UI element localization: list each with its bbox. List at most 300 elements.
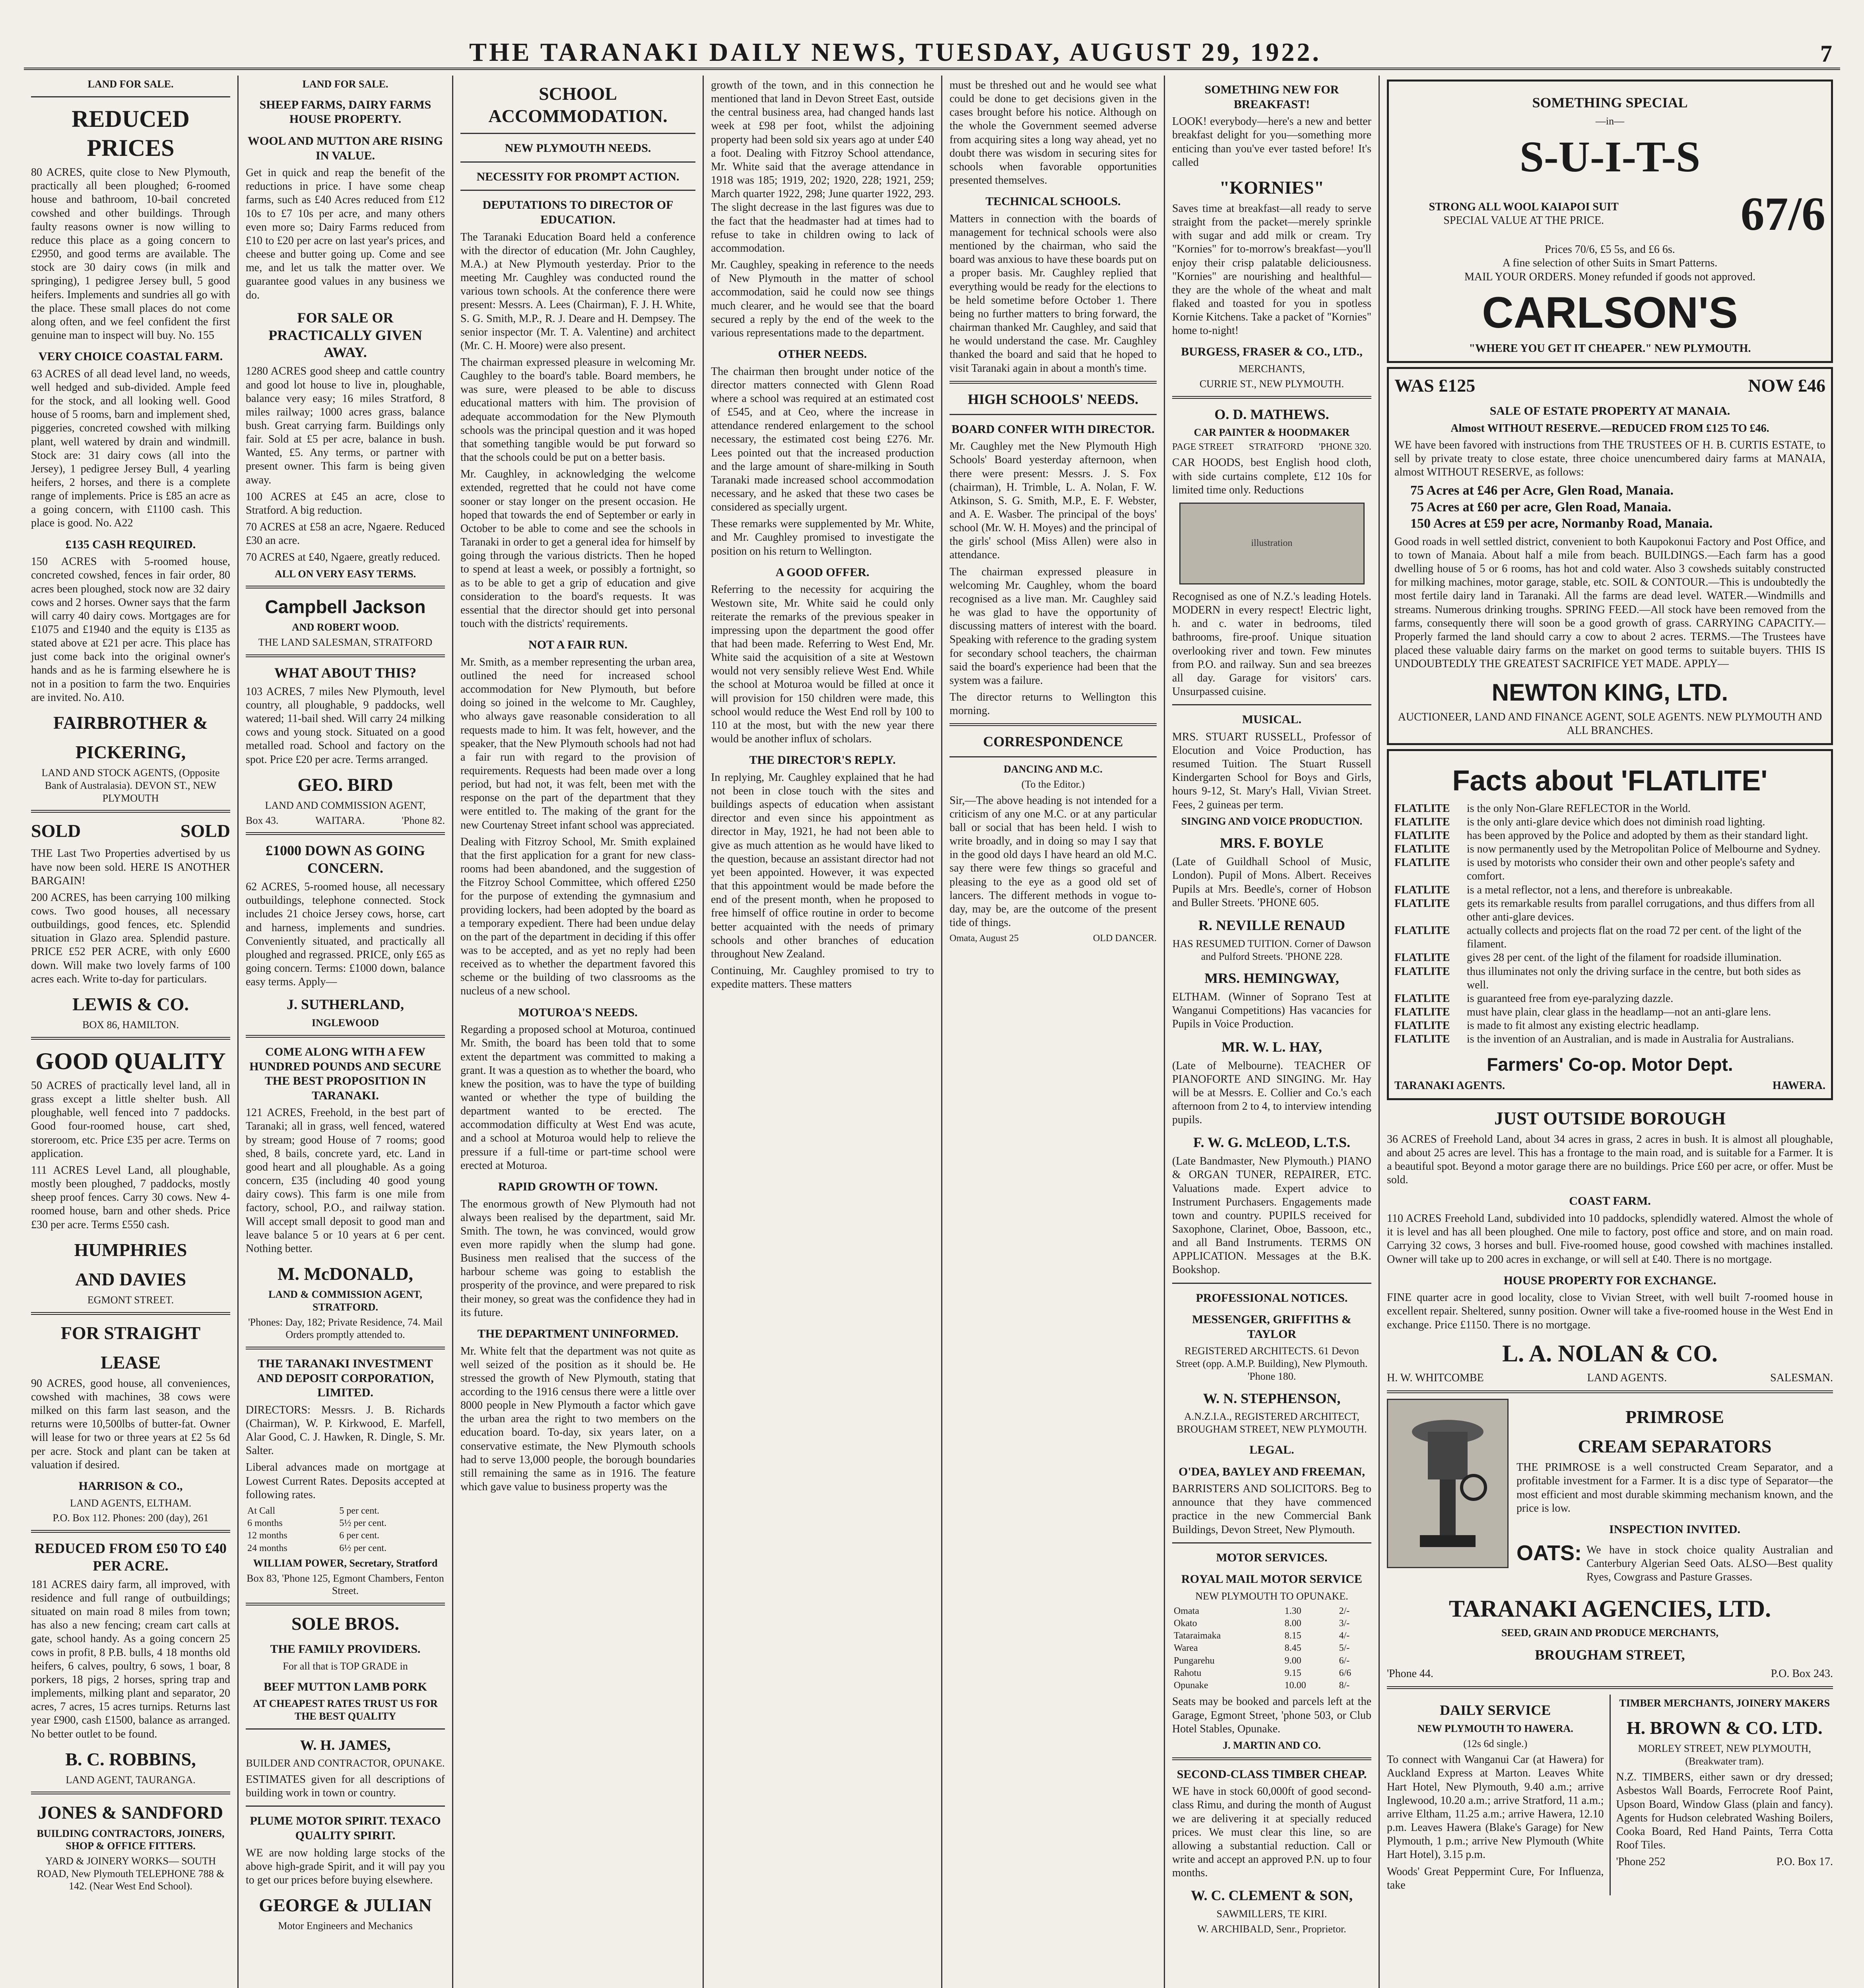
illustration-placeholder: illustration [1251, 538, 1293, 549]
ad-text: FINE quarter acre in good locality, close to Vivian Street, with well built 7-roomed house in excellent repair. Sheltered, sunny position. Owner will take a five-roomed house in the West End in exchange. Price £1150. There is no mortgage. [1387, 1291, 1833, 1331]
ad-text: Woods' Great Peppermint Cure, For Influenza, take [1387, 1865, 1604, 1891]
agent-label: TARANAKI AGENTS. [1394, 1079, 1505, 1092]
agent-contact [246, 814, 445, 827]
divider [1387, 1686, 1833, 1689]
ad-heading: HOUSE PROPERTY FOR EXCHANGE. [1503, 1274, 1716, 1287]
ad-text: 100 ACRES at £45 an acre, close to Stratford. A big reduction. [246, 490, 445, 516]
business-phone: 'PHONE 320. [1318, 442, 1371, 452]
flatlite-fact-text: must have plain, clear glass in the headlamp—not an anti-glare lens. [1467, 1006, 1771, 1018]
business-tagline: "WHERE YOU GET IT CHEAPER." NEW PLYMOUTH. [1469, 342, 1751, 355]
article-subheading: MOTUROA'S NEEDS. [518, 1006, 638, 1019]
deposit-rates-table [246, 1505, 445, 1555]
flatlite-fact-text: gives 28 per cent. of the light of the filament for roadside illumination. [1467, 951, 1782, 964]
stop-time: 8.15 [1284, 1631, 1301, 1641]
table-row [246, 1530, 445, 1542]
divider [31, 810, 230, 813]
flatlite-fact-text: actually collects and projects flat on the road 72 per cent. of the light of the filament. [1467, 924, 1802, 951]
rate-period: 12 months [247, 1530, 287, 1541]
flatlite-fact-text: is now permanently used by the Metropolitan Police of Melbourne and Sydney. [1467, 843, 1821, 856]
agent-address: LAND AND STOCK AGENTS, (Opposite Bank of Australasia). DEVON ST., NEW PLYMOUTH [41, 767, 220, 804]
stop-fare: 6/6 [1339, 1668, 1351, 1678]
product-type: CREAM SEPARATORS [1578, 1436, 1772, 1457]
company-name: BURGESS, FRASER & CO., LTD., [1181, 345, 1363, 359]
article-paragraph: Referring to the necessity for acquiring the Westown site, Mr. White said he could only reiterate the remarks of the previous speaker in impressing upon the department the good offer that had been made. Referring to West End, Mr. White said the acquisition of a site at Westown would not very sensibly relieve West End. While the school at Moturoa would be filled at once it will provision for 150 children were made, this school would reduce the West End roll by 100 to 110 at the most, but with the new year there would be another influx of scholars. [711, 583, 934, 746]
divider [460, 133, 695, 134]
stop-fare: 4/- [1339, 1631, 1350, 1641]
article-paragraph: The Taranaki Education Board held a conference with the director of education (Mr. John Caughley, M.A.) at New Plymouth yesterday. Prior to the meeting Mr. Caughley was conducted round the various town schools. At the conference there were present: Messrs. A. Lees (Chairman), F. J. H. White, S. G. Smith, M.P., R. J. Deare and H. Dempsey. The senior inspector (Mr. T. A. Valentine) and architect (Mr. C. H. Moore) were also present. [460, 231, 695, 352]
ad-text: 200 ACRES, has been carrying 100 milking cows. Two good houses, all necessary outbuildings, good fences, etc. Splendid situation in Glazo area. Splendid pasture. PRICE £52 PER ACRE, with only £600 down. Will make two lovely farms of 100 acres each. Write to-day for particulars. [31, 891, 230, 985]
timetable [1172, 1605, 1371, 1692]
article-paragraph: These remarks were supplemented by Mr. White, and Mr. Caughley promised to investigate the position on his return to Wellington. [711, 518, 934, 557]
business-tagline: THE FAMILY PROVIDERS. [270, 1642, 421, 1656]
table-row [1172, 1630, 1371, 1642]
masthead-title: THE TARANAKI DAILY NEWS, TUESDAY, AUGUST 29, 1922. [469, 38, 1322, 67]
flatlite-fact [1394, 815, 1825, 829]
stop-name: Rahotu [1174, 1668, 1202, 1678]
article-subheading: BOARD CONFER WITH DIRECTOR. [951, 422, 1155, 436]
agent-contact: P.O. Box 112. Phones: 200 (day), 261 [52, 1512, 209, 1524]
article-paragraph: Matters in connection with the boards of management for technical schools were also mentioned by the chairman, who said the board was anxious to have these boards put on a proper basis. Mr. Caughley replied that everything would be ready for the elections to be held sometime before October 1. There being no further matters to bring forward, the chairman thanked Mr. Caughley, and said that he would understand the case. Mr. Caughley thanked the board and said that he hoped to visit Taranaki again in about a month's time. [949, 212, 1157, 375]
table-row [1172, 1679, 1371, 1692]
divider [31, 1792, 230, 1794]
divider [1387, 1390, 1833, 1393]
flatlite-fact [1394, 856, 1825, 883]
flatlite-word: FLATLITE [1394, 802, 1450, 815]
agent-name: FAIRBROTHER & [53, 712, 208, 733]
business-name: W. C. CLEMENT & SON, [1190, 1887, 1353, 1904]
bottom-ads [1387, 1695, 1833, 1895]
service-name: ROYAL MAIL MOTOR SERVICE [1181, 1573, 1362, 1586]
column-7 [1380, 76, 1840, 1988]
section-heading: MOTOR SERVICES. [1216, 1551, 1328, 1564]
ad-heading: REDUCED FROM £50 TO £40 PER ACRE. [35, 1540, 227, 1574]
masthead [24, 16, 1840, 70]
notice-text: (Late Bandmaster, New Plymouth.) PIANO & ORGAN TUNER, REPAIRER, ETC. Valuations made. Expert advice to Instrument Purchasers. Engagements made town and country. PUPILS received for Saxophone, Clarinet, Oboe, Bassoon, etc., and all Band Instruments. TERMS ON APPLICATION. Messages at the B.K. Bookshop. [1172, 1155, 1371, 1276]
stop-time: 1.30 [1284, 1606, 1301, 1616]
stop-name: Opunake [1174, 1680, 1208, 1691]
company-address: Box 83, 'Phone 125, Egmont Chambers, Fenton Street. [247, 1572, 444, 1597]
flatlite-word: FLATLITE [1394, 992, 1450, 1005]
ad-text: 90 ACRES, good house, all conveniences, cowshed with machines, 38 cows were milked on this farm last season, and the returns were 10,500lbs of butter-fat. Owner will lease for two or three years at £2 5s 6d per acre. Stock and plant can be taken at valuation if desired. [31, 1377, 230, 1471]
business-name: JONES & SANDFORD [38, 1802, 223, 1823]
stop-name: Warea [1174, 1643, 1198, 1654]
ad-text: 62 ACRES, 5-roomed house, all necessary outbuildings, telephone connected. Stock includes 21 choice Jersey cows, horse, cart and harness, implements and sundries. Conveniently situated, and practically all ploughed and regrassed. PRICE, only £65 as going concern. Terms: £1000 down, balance easy terms. Apply— [246, 881, 445, 988]
ad-heading: SOMETHING SPECIAL [1532, 95, 1688, 111]
ad-text: 63 ACRES of all dead level land, no weeds, well hedged and sub-divided. Ample feed for the stock, and all looking well. Good house of 5 rooms, barn and implement shed, piggeries, concreted cowshed with milking plant, well watered by drain and windmill. Stock are: 31 dairy cows (all into the Jersey), 1 pedigree Jersey Bull, 4 yearling heifers, 2 horses, and there is a complete range of implements. Price is £85 an acre as a going concern, with £1100 cash. This place is good. No. A22 [31, 367, 230, 530]
divider [1172, 1542, 1371, 1543]
ad-heading: SALE OF ESTATE PROPERTY AT MANAIA. [1489, 404, 1730, 418]
flatlite-word: FLATLITE [1394, 1006, 1450, 1018]
divider [1172, 1757, 1371, 1760]
stop-fare: 2/- [1339, 1606, 1350, 1616]
flatlite-word: FLATLITE [1394, 843, 1450, 856]
oats-text: We have in stock choice quality Australian and Canterbury Algerian Seed Oats. ALSO—Best quality Ryes, Cowgrass and Pasture Grasses. [1586, 1543, 1833, 1583]
business-text: ESTIMATES given for all descriptions of building work in town or country. [246, 1773, 445, 1800]
price-row [1394, 185, 1825, 243]
letter-title: DANCING AND M.C. [1004, 763, 1103, 775]
agent-address: LAND & COMMISSION AGENT, STRATFORD. [268, 1289, 422, 1313]
primrose-text [1516, 1399, 1833, 1587]
column-2 [239, 76, 453, 1988]
ad-text: 36 ACRES of Freehold Land, about 34 acres in grass, 2 acres in bush. It is almost all ploughable, and about 25 acres are level. This has a frontage to the main road, and is suitable for a Farmer. It is a beautiful spot. Beyond a motor garage there are no buildings. Price £60 per acre, or offer. Must be sold. [1387, 1133, 1833, 1186]
notice-name: O'DEA, BAYLEY AND FREEMAN, [1179, 1465, 1365, 1478]
flatlite-word: FLATLITE [1394, 815, 1450, 828]
company-description: MERCHANTS, [1239, 363, 1305, 375]
ad-text: A fine selection of other Suits in Smart Patterns. [1502, 257, 1718, 270]
column-4 [704, 76, 942, 1988]
business-name: O. D. MATHEWS. [1214, 406, 1329, 422]
ad-connector: —in— [1595, 115, 1625, 127]
ad-text: Recognised as one of N.Z.'s leading Hotels. MODERN in every respect! Electric light, h. and c. water in bedrooms, tiled bathrooms, fire-proof. Unique situation overlooking river and town. Few minutes from P.O. and railway. Sun and sea breezes all day. Garage for visitors' cars. Unsurpassed cuisine. [1172, 590, 1371, 698]
ad-heading: FOR SALE OR PRACTICALLY GIVEN AWAY. [268, 309, 422, 361]
ad-text: 70 ACRES at £58 an acre, Ngaere. Reduced £30 an acre. [246, 521, 445, 547]
divider [31, 1530, 230, 1533]
divider [1172, 704, 1371, 705]
flatlite-fact [1394, 843, 1825, 856]
flatlite-fact [1394, 829, 1825, 843]
flatlite-fact-text: is used by motorists who consider their own and other people's safety and comfort. [1467, 856, 1795, 883]
letter-signoff [949, 933, 1157, 944]
divider [460, 161, 695, 163]
article-subheading: THE DIRECTOR'S REPLY. [749, 753, 896, 767]
business-street: PAGE STREET [1172, 442, 1234, 452]
table-row [1172, 1642, 1371, 1654]
agent-name: AND DAVIES [75, 1269, 186, 1289]
divider [949, 414, 1157, 415]
letter-text: Sir,—The above heading is not intended for a criticism of any one M.C. or at any particular ball or social that has been held. I wish to write broadly, and in doing so may I say that in the good old days I have heard an old M.C. say there were few things so graceful and pleasing to the eye as a good old set of lancers. The different methods in vogue to-day, may be, are the outcome of the present tide of things. [949, 794, 1157, 929]
column-6 [1165, 76, 1380, 1988]
business-name: GEORGE & JULIAN [259, 1895, 432, 1916]
stop-fare: 5/- [1339, 1643, 1350, 1654]
article-paragraph: Mr. Caughley, in acknowledging the welcome extended, regretted that he could not have come sooner or stay longer on the present occasion. He hoped that towards the end of September or early in October to be able to come and see the schools in Taranaki in order to get a general idea for himself by going through the various districts. Then he hoped to spend at least a week, or possibly a fortnight, so as to be able to get a grip of education and give consideration to the board's requests. It was essential that the director should get into personal touch with the districts' requirements. [460, 468, 695, 630]
flatlite-word: FLATLITE [1394, 1033, 1450, 1046]
business-name: H. BROWN & CO. LTD. [1626, 1717, 1823, 1738]
divider [246, 654, 445, 657]
rate-value: 6 per cent. [339, 1530, 380, 1541]
ad-subheading: Almost WITHOUT RESERVE.—REDUCED FROM £125 TO £46. [1450, 422, 1769, 435]
ad-text: THE Last Two Properties advertised by us have now been sold. HERE IS ANOTHER BARGAIN! [31, 847, 230, 887]
business-contact [1616, 1855, 1833, 1869]
stop-fare: 6/- [1339, 1655, 1350, 1666]
article-subheading: OTHER NEEDS. [778, 347, 867, 361]
ad-text: 111 ACRES Level Land, all ploughable, mostly been ploughed, 7 paddocks, mostly sheep proof fences. Carry 30 cows. New 4-roomed house, barn and other sheds. Price £30 per acre. Terms £550 cash. [31, 1164, 230, 1231]
ad-heading: Facts about 'FLATLITE' [1452, 765, 1768, 797]
flatlite-word: FLATLITE [1394, 897, 1450, 910]
ad-text: 50 ACRES of practically level land, all in grass except a little shelter bush. All ploughable, well fenced into 7 paddocks. Good four-roomed house, cart shed, storeroom, etc. Price £35 per acre. Terms on application. [31, 1079, 230, 1160]
ad-text: Good roads in well settled district, convenient to both Kaupokonui Factory and Post Office, and to town of Manaia. About half a mile from beach. BUILDINGS.—Each farm has a good dwelling house of 5 or 6 rooms, has hot and cold water. Also 3 cowsheds suitably constructed for milking machines, motor garage, stable, etc. SOIL & CONTOUR.—This is undoubtedly the most fertile dairy land in Taranaki. All the farms are dead level. WATER.—Windmills and streams. Numerous drinking troughs. SPRING FEED.—All stock have been removed from the farms, consequently there will soon be a good growth of grass. CARRYING CAPACITY.— Properly farmed the land should carry a cow to about 2 acres. TERMS.—The Trustees have placed these valuable dairy farms on the market on good terms to suitable buyers. THIS IS UNDOUBTEDLY THE GREATEST SACRIFICE YET MADE. APPLY— [1394, 535, 1825, 670]
new-price: NOW £46 [1748, 375, 1825, 396]
divider [246, 586, 445, 588]
ad-text: 80 ACRES, quite close to New Plymouth, practically all been ploughed; 6-roomed house and bathroom, 10-bail concreted cowshed and other buildings. Through faulty reasons owner is now willing to reduce this place as a going concern to £2950, and good terms are available. The stock are 30 dairy cows (in milk and springing), 1 pedigree Jersey bull, 5 good heifers. Implements and sundries all go with the place. These small places do not come along often, and we feel confident the first genuine man to inspect will buy. No. 155 [31, 166, 230, 342]
notice-text: BARRISTERS AND SOLICITORS. Beg to announce that they have commenced practice in the new Commercial Bank Buildings, Devon Street, New Plymouth. [1172, 1483, 1371, 1536]
stop-name: Okato [1174, 1618, 1197, 1629]
table-row [1172, 1617, 1371, 1630]
business-box: P.O. Box 243. [1771, 1667, 1833, 1680]
divider [460, 190, 695, 191]
business-text: For all that is TOP GRADE in [283, 1660, 408, 1672]
business-phone: 'Phone 44. [1387, 1667, 1434, 1680]
rate-period: 24 months [247, 1543, 287, 1553]
farm-listing: 75 Acres at £60 per acre, Glen Road, Manaia. [1410, 499, 1672, 514]
agent-name: GEO. BIRD [297, 774, 393, 795]
business-town: STRATFORD [1248, 442, 1304, 452]
divider [31, 1037, 230, 1040]
price-figure: 67/6 [1740, 187, 1825, 240]
flatlite-fact [1394, 883, 1825, 897]
flatlite-word: FLATLITE [1394, 965, 1450, 978]
divider [31, 1312, 230, 1315]
notice-heading: SINGING AND VOICE PRODUCTION. [1181, 815, 1363, 827]
agent-name: L. A. NOLAN & CO. [1502, 1340, 1718, 1367]
stop-name: Tataraimaka [1174, 1631, 1221, 1641]
divider [246, 1035, 445, 1038]
agent-town: WAITARA. [315, 814, 365, 826]
ad-text: 103 ACRES, 7 miles New Plymouth, level country, all ploughable, 9 paddocks, well watered; 11-bail shed. Will carry 24 milking cows and young stock. Situated on a good metalled road. School and factory on the spot. Price £20 per acre. Terms arranged. [246, 685, 445, 766]
ad-text: MAIL YOUR ORDERS. Money refunded if goods not approved. [1464, 270, 1756, 283]
article-paragraph: must be threshed out and he would see what could be done to get decisions given in the cases brought before his notice. Although on the whole the Government seemed adverse from acquiring sites a long way ahead, yet no doubt there was wisdom in securing sites for schools when favorable opportunities presented themselves. [949, 79, 1157, 187]
ad-text: Saves time at breakfast—all ready to serve straight from the packet—merely sprinkle with sugar and add milk or cream. Try "Kornies" for to-morrow's breakfast—you'll enjoy their crisp palatable deliciousness. "Kornies" are nourishing and healthful—they are the whole of the wheat and malt flaked and toasted for you in spotless Kornie Kitchens. Take a packet of "Kornies" home to-night! [1172, 202, 1371, 337]
agent-box: Box 43. [246, 814, 279, 826]
agent-name: J. SUTHERLAND, [286, 996, 404, 1013]
table-row [1172, 1655, 1371, 1667]
flatlite-word: FLATLITE [1394, 883, 1450, 896]
article-paragraph: Mr. Smith, as a member representing the urban area, outlined the need for increased school accommodation for New Plymouth, but before doing so joined in the welcome to Mr. Caughley, who always gave reasonable consideration to all requests made to him. It was felt, however, and the speaker, that the New Plymouth schools had not had a fair run with regard to the provision of requirements. Requests had been made over a long period, but had not, it was felt, been met with the response on the part of the department that they were entitled to. The making of the grant for the new Courtenay Street infant school was appreciated. [460, 656, 695, 831]
divider [1172, 396, 1371, 399]
article-paragraph: The chairman expressed pleasure in welcoming Mr. Caughley, whom the board recognised as a live man. Mr. Caughley said he was glad to have the opportunity of discussing matters of interest with the board. Speaking with reference to the grading system for secondary school teachers, the chairman said the board's experience had been that the system was a failure. [949, 565, 1157, 687]
agent-title: SALESMAN. [1770, 1371, 1833, 1384]
notice-text: MRS. STUART RUSSELL, Professor of Elocution and Voice Production, has resumed Tuition. The Stuart Russell Kindergarten School for Boys and Girls, hours 9-12, St. Mary's Hall, Vivian Street. Fees, 2 guineas per term. [1172, 730, 1371, 811]
ad-heading: £135 CASH REQUIRED. [65, 538, 196, 551]
flatlite-word: FLATLITE [1394, 951, 1450, 964]
ad-text: 150 ACRES with 5-roomed house, concreted cowshed, fences in fair order, 80 acres been ploughed, stock now are 32 dairy cows and 2 horses. Owner says that the farm will carry 40 dairy cows. Mortgages are for £1075 and £1940 and the equity is £135 as stated above at £21 per acre. This place has just come back into the original owner's hands and as he is farming elsewhere he is not in a position to farm the two. Enquiries are invited. No. A10. [31, 555, 230, 704]
notice-text: ELTHAM. (Winner of Soprano Test at Wanganui Competitions) Has vacancies for Pupils in Voice Production. [1172, 991, 1371, 1031]
ad-note: INSPECTION INVITED. [1609, 1522, 1741, 1536]
agent-person: H. W. WHITCOMBE [1387, 1371, 1484, 1384]
agent-name: HARRISON & CO., [78, 1479, 183, 1493]
article-paragraph: The chairman expressed pleasure in welcoming Mr. Caughley to the board's table. Board members, he was sure, were pleased to be able to discuss educational matters with him. The provision of adequate accommodation for the New Plymouth schools was the principal question and it was hoped that something tangible would be put forward so that the schools could be put on a better basis. [460, 356, 695, 464]
product-text: THE PRIMROSE is a well constructed Cream Separator, and a profitable investment for a Farmer. It is a disc type of Separator—the most efficient and most durable skimming mechanism known, and the price is low. [1516, 1461, 1833, 1514]
article-paragraph: Dealing with Fitzroy School, Mr. Smith explained that the first application for a grant for new class-rooms had been abandoned, and the suggestion of the Fitzroy School Committee, which offered £250 for the purpose of extending the gymnasium and providing lockers, had been adopted by the board as a temporary expedient. There had been undue delay on the part of the department in deciding if this offer was to be accepted, and as yet no reply had been received as to whether the department favored this scheme or the building of two classrooms as the nucleus of a new school. [460, 835, 695, 998]
flatlite-fact-text: is the only anti-glare device which does not diminish road lighting. [1467, 815, 1765, 828]
notice-name: MRS. F. BOYLE [1220, 835, 1324, 851]
ad-heading: SECOND-CLASS TIMBER CHEAP. [1177, 1767, 1367, 1781]
business-text: N.Z. TIMBERS, either sawn or dry dressed; Asbestos Wall Boards, Ferrocrete Roof Paint, Upson Board, Window Glass (plain and fancy). Agents for Hudson celebrated Washing Boilers, Cooka Board, Red Hand Paints, Terra Cotta Roof Tiles. [1616, 1771, 1833, 1851]
rate-value: 6½ per cent. [339, 1543, 387, 1553]
business-description: TIMBER MERCHANTS, JOINERY MAKERS [1619, 1697, 1830, 1709]
ad-heading: JUST OUTSIDE BOROUGH [1494, 1108, 1726, 1128]
rate-period: At Call [247, 1505, 275, 1516]
notice-text: REGISTERED ARCHITECTS. 61 Devon Street (opp. A.M.P. Building), New Plymouth. 'Phone 180. [1176, 1345, 1368, 1382]
business-box: P.O. Box 17. [1776, 1856, 1833, 1868]
business-contact [1387, 1667, 1833, 1681]
oats-row [1516, 1540, 1833, 1587]
article-paragraph: In replying, Mr. Caughley explained that he had not been in close touch with the sites and buildings aspects of education when assistant director and even since his appointment as director in May, 1921, he had not been able to give as much attention as he would have liked to the question, because an assistant director had not yet been appointed. However, it was expected that this appointment would be made before the end of the present month, when he proposed to free himself of office routine in order to become better acquainted with the needs of primary schools and other branches of education throughout New Zealand. [711, 771, 934, 960]
notice-name: MESSENGER, GRIFFITHS & TAYLOR [1192, 1313, 1351, 1341]
divider [1172, 1283, 1371, 1284]
farm-listing: 75 Acres at £46 per Acre, Glen Road, Manaia. [1410, 483, 1674, 498]
business-proprietor: W. ARCHIBALD, Senr., Proprietor. [1197, 1923, 1346, 1935]
notice-name: F. W. G. McLEOD, L.T.S. [1193, 1134, 1351, 1151]
article-subheading: THE DEPARTMENT UNINFORMED. [477, 1327, 679, 1340]
agent-address: LAND AGENT, TAURANGA. [66, 1774, 196, 1786]
flatlite-fact [1394, 897, 1825, 924]
notice-name: R. NEVILLE RENAUD [1198, 917, 1346, 933]
separator-illustration [1387, 1399, 1509, 1568]
ad-heading: FOR STRAIGHT [60, 1322, 201, 1343]
business-name: TARANAKI AGENCIES, LTD. [1448, 1595, 1771, 1622]
sold-label: SOLD [31, 821, 81, 841]
flatlite-fact [1394, 965, 1825, 992]
divider [246, 1603, 445, 1606]
agent-name: B. C. ROBBINS, [65, 1749, 196, 1769]
business-contact [1172, 441, 1371, 453]
ad-text: WE have in stock 60,000ft of good second-class Rimu, and during the month of August we are delivering it at specially reduced prices. We must clear this line, so are allowing a substantial reduction. Call or write and accept an approved P.N. up to four months. [1172, 1785, 1371, 1879]
stop-name: Omata [1174, 1606, 1199, 1616]
table-row [246, 1517, 445, 1530]
business-description: SEED, GRAIN AND PRODUCE MERCHANTS, [1501, 1627, 1719, 1639]
divider [246, 1347, 445, 1349]
business-text: AT CHEAPEST RATES TRUST US FOR THE BEST QUALITY [253, 1698, 438, 1722]
article-paragraph: growth of the town, and in this connection he mentioned that land in Devon Street East, outside the central business area, had changed hands last week at £98 per foot, whilst the adjoining property had been sold six years ago at under £40 a foot. Dealing with Fitzroy School attendance, Mr. White said that the average attendance in 1918 was 185; 1919, 202; 1920, 228; 1921, 259; March quarter 1922, 298; June quarter 1922, 293. The slight decrease in the last figures was due to the fact that the headmaster had at times had to refuse to take in children owing to lack of accommodation. [711, 79, 934, 254]
agent-name: NEWTON KING, LTD. [1491, 679, 1728, 706]
agent-contact: 'Phones: Day, 182; Private Residence, 74. Mail Orders promptly attended to. [248, 1316, 443, 1341]
agent-address: THE LAND SALESMAN, STRATFORD [258, 637, 433, 648]
business-heading: PLUME MOTOR SPIRIT. TEXACO QUALITY SPIRIT. [250, 1814, 441, 1842]
agent-address: INGLEWOOD [311, 1017, 379, 1029]
flatlite-fact-text: thus illuminates not only the driving surface in the centre, but both sides as well. [1467, 965, 1801, 991]
column-3 [453, 76, 704, 1988]
notice-text: (Late of Melbourne). TEACHER OF PIANOFORTE AND SINGING. Mr. Hay will be at Messrs. E. Collier and Co.'s each afternoon from 2 to 4, to interview intending pupils. [1172, 1059, 1371, 1126]
business-products: BEEF MUTTON LAMB PORK [264, 1680, 427, 1693]
ad-heading: COAST FARM. [1569, 1194, 1651, 1208]
stop-name: Pungarehu [1174, 1655, 1215, 1666]
flatlite-fact [1394, 1033, 1825, 1046]
flatlite-fact-text: is the invention of an Australian, and is made in Australia for Australians. [1467, 1033, 1794, 1046]
article-paragraph: The chairman then brought under notice of the director matters connected with Glenn Road where a school was required at an estimated cost of £545, and at Ceo, where the increase in attendance rendered enlargement to the school necessary, the estimated cost being £276. Mr. Lees pointed out that the increased production and the large amount of share-milking in South Taranaki made increased school accommodation necessary, and he asked that these two cases be considered as specially urgent. [711, 365, 934, 514]
ad-text: 181 ACRES dairy farm, all improved, with residence and full range of outbuildings; situated on main road 8 miles from town; has also a new fencing; cream cart calls at gate, school handy. As a going concern 25 cows in profit, 8 P.B. bulls, 4 18 months old heifers, 6 calves, poultry, 6 sows, 1 boar, 8 porkers, 18 pigs, 2 horses, spring trap and implements, milking plant and separator, 20 acres, 7 acres, 15 acres turnips. Returns last year £900, cash £1500, balance as arranged. No better outlet to be found. [31, 1578, 230, 1740]
article-paragraph: The enormous growth of New Plymouth had not always been realised by the department, said Mr. Smith. The town, he was convinced, would grow even more rapidly when the slump had gone. Business men realised that the success of the harbour scheme was going to establish the prosperity of the province, and were prepared to risk their money, so great was the confidence they had in its future. [460, 1198, 695, 1319]
agent-address: EGMONT STREET. [87, 1294, 174, 1306]
price-row [1394, 375, 1825, 397]
flatlite-facts [1394, 802, 1825, 1046]
letter-signature: OLD DANCER. [1093, 933, 1157, 944]
agent-name: AND ROBERT WOOD. [291, 621, 399, 633]
flatlite-fact-text: is a metal reflector, not a lens, and therefore is unbreakable. [1467, 883, 1733, 896]
ad-text: Prices 70/6, £5 5s, and £6 6s. [1545, 243, 1675, 256]
article-subheading: NOT A FAIR RUN. [528, 638, 627, 652]
section-heading: PROFESSIONAL NOTICES. [1196, 1291, 1348, 1305]
service-route: NEW PLYMOUTH TO OPUNAKE. [1195, 1590, 1348, 1602]
divider [949, 756, 1157, 757]
business-address: MORLEY STREET, NEW PLYMOUTH, (Breakwater tram). [1638, 1742, 1811, 1767]
service-name: DAILY SERVICE [1440, 1702, 1551, 1718]
section-label: LAND FOR SALE. [87, 78, 174, 90]
article-paragraph: Mr. Caughley met the New Plymouth High Schools' Board yesterday afternoon, when there were present: Messrs. J. S. Fox (chairman), H. Trimble, L. A. Nolan, F. W. Atkinson, S. G. Smith, M.P., E. F. Webster, and A. E. Wasber. The principal of the boys' school (Mr. W. H. Moyes) and the principal of the girls' school (Miss Allen) were also in attendance. [949, 440, 1157, 561]
stop-time: 8.45 [1284, 1643, 1301, 1654]
flatlite-fact [1394, 924, 1825, 951]
rate-period: 6 months [247, 1518, 283, 1529]
ad-heading: WOOL AND MUTTON ARE RISING IN VALUE. [247, 134, 443, 162]
notice-text: (Late of Guildhall School of Music, London). Pupil of Mons. Albert. Receives Pupils at Mrs. Beedle's, corner of Hobson and Buller Streets. 'PHONE 605. [1172, 856, 1371, 909]
business-name: CARLSON'S [1482, 288, 1738, 337]
ad-product: S-U-I-T-S [1519, 132, 1701, 181]
ad-heading: £1000 DOWN AS GOING CONCERN. [265, 843, 425, 876]
ad-text: 110 ACRES Freehold Land, subdivided into 10 paddocks, splendidly watered. Almost the whole of it is level and has all been ploughed. One mile to factory, post office and store, and on main road. Carrying 32 cows, 3 horses and bull. Five-roomed house, good cowshed with machines installed. Owner will take up to 200 acres in exchange, or will sell at £40. There is no mortgage. [1387, 1212, 1833, 1266]
ad-heading: GOOD QUALITY [35, 1048, 226, 1074]
flatlite-fact [1394, 1019, 1825, 1033]
ad-text: 121 ACRES, Freehold, in the best part of Taranaki; all in grass, well fenced, watered by stream; good House of 7 rooms; good shed, 8 bails, concrete yard, etc. Land in good heart and all ploughable. As a going concern, £35 (including 40 good young dairy cows). This farm is one mile from factory, school, P.O., and railway station. Will accept small deposit to good man and leave balance 5 or 10 years at 6 per cent. Nothing better. [246, 1107, 445, 1255]
ad-text: 1280 ACRES good sheep and cattle country and good lot house to live in, ploughable, balance very easy; 16 miles Stratford, 8 miles railway; 1000 acres grass, balance bush. Great carrying farm. Buildings only fair. Sold at £5 per acre, balance in bush. Wanted, £5. Any terms, or partner with present owner. This farm is being given away. [246, 365, 445, 486]
flatlite-fact [1394, 802, 1825, 815]
business-address: YARD & JOINERY WORKS— SOUTH ROAD, New Plymouth TELEPHONE 788 & 142. (Near West End School). [37, 1855, 225, 1892]
divider [246, 832, 445, 835]
ad-heading: SOMETHING NEW FOR BREAKFAST! [1204, 83, 1339, 111]
notice-name: MR. W. L. HAY, [1221, 1039, 1322, 1055]
flatlite-word: FLATLITE [1394, 924, 1450, 937]
flatlite-fact-text: gets its remarkable results from parallel corrugations, and thus differs from all other anti-glare devices. [1467, 897, 1815, 923]
ad-text: Get in quick and reap the benefit of the reductions in price. I have some cheap farms, such as £40 Acres reduced from £12 10s to £7 10s per acre, and many others even more so; Dairy Farms reduced from £10 to £20 per acre on last year's prices, and cheese and butter going up. Come and see me, and let us talk the matter over. We guarantee good values in any business we do. [246, 167, 445, 301]
agent-address: BOX 86, HAMILTON. [82, 1019, 179, 1031]
notice-name: W. N. STEPHENSON, [1203, 1390, 1341, 1406]
business-street: BROUGHAM STREET, [1535, 1646, 1685, 1663]
stop-time: 9.15 [1284, 1668, 1301, 1678]
business-name: Farmers' Co-op. Motor Dept. [1487, 1054, 1733, 1075]
ad-text: CAR HOODS, best English hood cloth, with side curtains complete, £12 10s for limited time only. Reductions [1172, 456, 1371, 496]
section-heading: CORRESPONDENCE [983, 734, 1123, 750]
column-1 [24, 76, 239, 1988]
article-subheading: DEPUTATIONS TO DIRECTOR OF EDUCATION. [482, 198, 674, 226]
business-name: SOLE BROS. [291, 1613, 399, 1634]
divider [31, 96, 230, 97]
agent-name: M. McDONALD, [277, 1264, 414, 1284]
agent-town: HAWERA. [1772, 1079, 1825, 1092]
divider [246, 1806, 445, 1807]
ad-note: ALL ON VERY EASY TERMS. [274, 568, 416, 580]
column-5 [942, 76, 1165, 1988]
agent-name: HUMPHRIES [74, 1239, 187, 1260]
article-paragraph: The director returns to Wellington this morning. [949, 691, 1157, 717]
service-text: To connect with Wanganui Car (at Hawera) for Auckland Express at Marton. Leaves White Hart Hotel, New Plymouth, 9.40 a.m.; arrive Inglewood, 10.20 a.m.; arrive Stratford, 11 a.m.; arrive Eltham, 11.25 a.m.; arrive Hawera, 12.10 p.m. Leaves Hawera (Blake's Garage) for New Plymouth, 1 p.m.; arrive New Plymouth (White Hart Hotel), 3.15 p.m. [1387, 1753, 1604, 1861]
flatlite-word: FLATLITE [1394, 856, 1450, 869]
notice-text: HAS RESUMED TUITION. Corner of Dawson and Pulford Streets. 'PHONE 228. [1172, 938, 1371, 962]
flatlite-ad [1387, 749, 1833, 1100]
flatlite-fact-text: is made to fit almost any existing electric headlamp. [1467, 1019, 1699, 1032]
ad-text: WE have been favored with instructions from THE TRUSTEES OF H. B. CURTIS ESTATE, to sell by private treaty to close estate, three choice unencumbered dairy farms at MANAIA, almost WITHOUT RESERVE, as follows: [1394, 439, 1825, 479]
agent-address: LAND AGENTS, ELTHAM. [70, 1497, 192, 1509]
article-subheading: NECESSITY FOR PROMPT ACTION. [476, 170, 680, 183]
stop-fare: 3/- [1339, 1618, 1350, 1629]
section-heading: LEGAL. [1249, 1443, 1294, 1456]
primrose-ad [1387, 1399, 1833, 1587]
business-description: BUILDING CONTRACTORS, JOINERS, SHOP & OFFICE FITTERS. [37, 1827, 225, 1852]
business-phone: 'Phone 252 [1616, 1856, 1666, 1868]
letter-place: Omata, August 25 [949, 933, 1019, 944]
agent-address: LAND AND COMMISSION AGENT, [265, 799, 426, 811]
service-fare: (12s 6d single.) [1463, 1738, 1528, 1749]
article-subheading: TECHNICAL SCHOOLS. [985, 195, 1121, 208]
ad-heading: WHAT ABOUT THIS? [274, 664, 417, 681]
notice-name: MRS. HEMINGWAY, [1204, 970, 1339, 986]
article-subheading: RAPID GROWTH OF TOWN. [498, 1180, 658, 1193]
flatlite-fact [1394, 951, 1825, 965]
product-name: "KORNIES" [1219, 177, 1324, 198]
business-address: BUILDER AND CONTRACTOR, OPUNAKE. [246, 1757, 445, 1769]
agent-subline [1387, 1371, 1833, 1385]
article-headline: HIGH SCHOOLS' NEEDS. [967, 391, 1139, 407]
business-description: Motor Engineers and Mechanics [278, 1920, 413, 1932]
price-description [1394, 200, 1653, 227]
article-paragraph: Continuing, Mr. Caughley promised to try to expedite matters. These matters [711, 965, 934, 991]
